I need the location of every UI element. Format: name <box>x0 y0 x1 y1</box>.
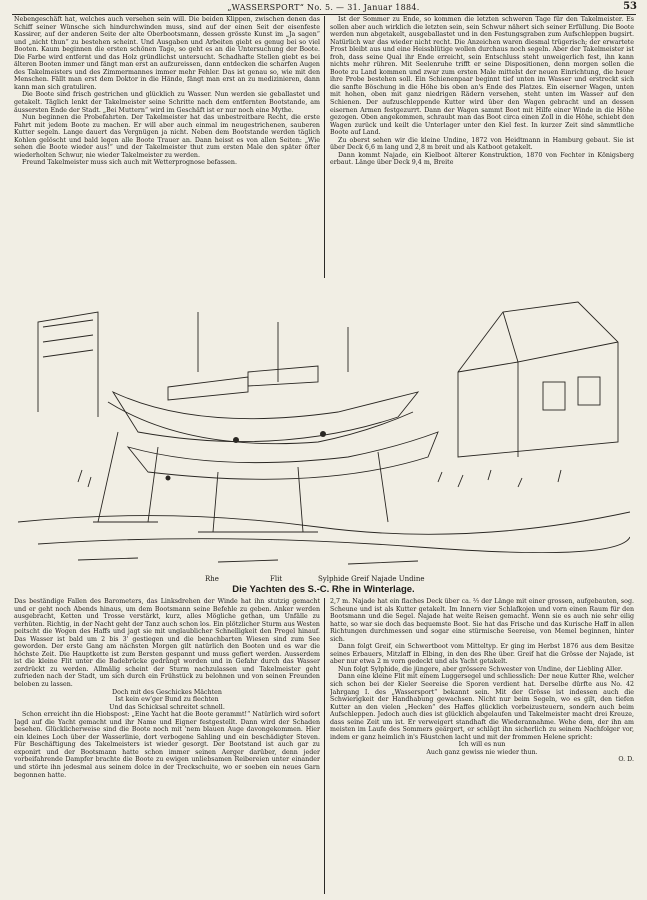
running-head: „WASSERSPORT“ No. 5. — 31. Januar 1884. <box>227 3 420 12</box>
paragraph: Schon erreicht ihn die Hiobspost: „Eine Yacht hat die Boote gerammt!“ Natürlich wird sofort Jagd auf die Yacht gemacht und ihr Name und Eigner festgestellt. Dann wird der Schaden besehen. Glücklicherweise sind die Boote noch mit 'nem blauen Auge davongekommen. Hier ein kleines Loch über der Wasserlinie, dort verbogene Sahling und ein beschädigter Steven. Für Beschäftigung des Takelmeisters ist wieder gesorgt. Der Bootstand ist auch gar zu exponirt und der Bootsmann hatte schon immer seinen Aerger darüber, denn jeder vorbeifahrende Dampfer brachte die Boote zu ewigen unliebsamen Reibereien unter einander und störte ihn jedesmal aus seinem dolce in der Treckschuite, wo er soeben ein neues Garn begonnen hatte. <box>14 711 320 779</box>
paragraph: Nun beginnen die Probefahrten. Der Takelmeister hat das unbestreitbare Recht, die erste Fahrt mit jedem Boote zu machen. Er will aber auch einmal im neugestrichenen, sauberen Kutter segeln. Lange dauert das Vergnügen ja nicht. Neben dem Bootstande werden täglich Kohlen gelöscht und bald legen alle Boote Trauer an. Dann heisst es von allen Seiten: „Wie sehen die Boote wieder aus!“ und der Takelmeister thut zum ersten Male den später öfter wiederholten Schwur, nie wieder Takelmeister zu werden. <box>14 114 320 159</box>
closing-line: Auch ganz gewiss nie wieder thun. <box>426 748 538 756</box>
paragraph: Freund Takelmeister muss sich auch mit Wetterprognose befassen. <box>22 159 237 167</box>
column-1-top <box>14 16 320 278</box>
column-2-top <box>330 16 634 278</box>
yachts-illustration <box>18 282 630 574</box>
verse-line: Ist kein ew'ger Bund zu flechten <box>115 696 219 704</box>
header-rule <box>12 14 636 15</box>
paragraph: Dann eine kleine Flit mit einem Luggersegel und schliesslich: Der neue Kutter Rhe, welcher sich schon bei der Kieler Seereise die Sporen verdient hat. Derselbe dürfte aus No. 42 Jahrgang I. des „Wassersport“ bekannt sein. Mit der Grösse ist indessen auch die Schwierigkeit der Handhabung gewachsen. Nicht nur beim Segeln, wo es gilt, den tiefen Kutter an den vielen „Hecken“ des Haffes glücklich vorbeizusteuern, sondern auch beim Aufschleppen. Jedoch auch dies ist glücklich abgelaufen und Takelmeister macht drei Kreuze, dass seine Zeit um ist. Er verweigert standhaft die Wiederannahme. Wehe dem, der ihn am meisten im Laufe des Sommers geärgert, er schlägt ihn sicherlich zu seinem Nachfolger vor, indem er ganz heimlich in's Fäustchen lacht und mit der frommen Helene spricht: <box>330 673 634 741</box>
paragraph: Dann folgt Greif, ein Schwertboot vom Mitteltyp. Er ging im Herbst 1876 aus dem Besitze seines Erbauers, Mitzlaff in Elbing, in den des Rhe über. Greif hat die Grösse der Najade, ist aber nur etwa 2 m vorn gedeckt und als Yacht getakelt. <box>330 643 634 666</box>
paragraph: Die Boote sind frisch gestrichen und glücklich zu Wasser. Nun werden sie geballastet und getakelt. Täglich lenkt der Takelmeister seine Schritte nach dem entfernten Bootstande, am äussersten Ende der Stadt. „Bei Muttern“ wird im Geschäft ist er nur noch eine Mythe. <box>14 91 320 114</box>
figure-title: Die Yachten des S.-C. Rhe in Winterlage. <box>232 584 415 595</box>
paragraph: Das beständige Fallen des Barometers, das Linksdrehen der Winde hat ihn stutzig gemacht und er geht noch Abends hinaus, um dem Bootsmann seine Befehle zu geben. Anker werden ausgebracht, Ketten und Trosse verstärkt, kurz, alles Mögliche gethan, um Unfälle zu verhüten. Richtig, in der Nacht geht der Tanz auch schon los. Ein plötzlicher Sturm aus Westen peitscht die Wogen des Haffs und jagt sie mit unglaublicher Schnelligkeit den Pregel hinauf. Das Wasser ist bald um 2 bis 3' gestiegen und die benachbarten Wiesen sind zum See geworden. Der erste Gang am nächsten Morgen gilt natürlich den Booten und es war die höchste Zeit. Die Hauptkette ist zum Bersten gespannt und muss gefiert werden. Ausserdem ist die kleine Flit unter die Badebrücke gedrängt worden und in Gefahr durch das Wasser zerdrückt zu werden. Allmälig scheint der Sturm nachzulassen und Takelmeister geht zufrieden nach der Stadt, um sich durch ein Frühstück zu belohnen und von seinen Freunden beloben zu lassen. <box>14 598 320 689</box>
paragraph: Ist der Sommer zu Ende, so kommen die letzten schweren Tage für den Takelmeister. Es sollen aber auch wirklich die letzten sein, sein Schwur nähert sich seiner Erfüllung. Die Boote werden nun abgetakelt, ausgeballastet und in den Festungsgraben zum Aufschleppen bugsirt. Natürlich war das wieder nicht recht. Die Anzeichen waren diesmal trügerisch; der erwartete Frost bleibt aus und eine Heissblütige wollen durchaus noch segeln. Aber der Takelmeister ist froh, dass seine Qual ihr Ende erreicht, sein Entschluss steht unweigerlich fest, ihn kann nichts mehr rühren. Mit Seelenruhe trifft er seine Dispositionen, denn morgen sollen die Boote zu Land kommen und zwar zum ersten Male mittelst der neuen Einrichtung, die heuer ihre Probe bestehen soll. Ein Schienenpaar beginnt tief unten im Wasser und erstreckt sich die sanfte Böschung in die Höhe bis oben an's Ende des Platzes. Ein eiserner Wagen, unten mit hohen, oben mit ganz niedrigen Rädern versehen, steht unten im Wasser auf den Schienen. Der aufzuschleppende Kutter wird über den Wagen gebracht und an dessen eisernen Armen festgezurrt. Dann der Wagen sammt Boot mit Hilfe einer Winde in die Höhe gezogen. Oben angekommen, schraubt man das Boot circa einen Zoll in die Höhe, schiebt den Wagen zurück und keilt die Unterlager unter den Kiel fest. In kurzer Zeit sind sämmtliche Boote auf Land. <box>330 16 634 137</box>
paragraph: 2,7 m. Najade hat ein flaches Deck über ca. ⅔ der Länge mit einer grossen, aufgebauten, sog. Scheune und ist als Kutter getakelt. Im Innern vier Schlafkojen und vorn einen Raum für den Bootsmann und die Segel. Najade hat weite Reisen gemacht. Wenn sie es auch nie sehr eilig hatte, so war sie doch das bequemste Boot. Sie hat das Frische und das Kurische Haff in allen Richtungen durchmessen und sogar eine stürmische Seereise, von Memel beginnen, hinter sich. <box>330 598 634 643</box>
closing-line: Ich will es nun <box>458 741 506 749</box>
paragraph: Nun folgt Sylphide, die jüngere, aber grössere Schwester von Undine, der Liebling Aller. <box>338 665 623 673</box>
column-1-bottom <box>14 598 320 894</box>
column-divider-bottom <box>324 598 325 894</box>
paragraph: Dann kommt Najade, ein Kielboot älterer Konstruktion, 1870 von Fechter in Königsberg erbaut. Länge über Deck 9,4 m, Breite <box>330 151 634 167</box>
column-divider-top <box>324 16 325 278</box>
caption-yacht-names: Sylphide Greif Najade Undine <box>318 575 425 583</box>
caption-flit: Flit <box>270 575 283 583</box>
page-number: 53 <box>623 1 637 12</box>
signature: O. D. <box>618 756 634 764</box>
verse-line: Doch mit des Geschickes Mächten <box>112 688 222 696</box>
paragraph: Zu oberst sehen wir die kleine Undine, 1872 von Heidtmann in Hamburg gebaut. Sie ist über Deck 6,6 m lang und 2,8 m breit und als Katboot getakelt. <box>330 136 634 152</box>
verse-line: Und das Schicksal schreitet schnell. <box>109 703 225 711</box>
column-2-bottom <box>330 598 634 894</box>
caption-rhe: Rhe <box>205 575 219 583</box>
page-header <box>0 0 647 14</box>
paragraph: Nebengeschäft hat, welches auch versehen sein will. Die beiden Klippen, zwischen denen das Schiff seiner Wünsche sich hindurchwinden muss, sind auf der einen Seit der eisenfeste Kassirer, auf der anderen Seite der alte Oberbootsmann, dessen grösste Kunst im „Ja sagen“ und „nicht thun“ zu bestehen scheint. Und Ausgaben und Arbeiten giebt es genug bei so viel Booten. Kaum beginnen die ersten schönen Tage, so geht es an die Untersuchung der Boote. Die Farbe wird entfernt und das Holz gründlichst untersucht. Schadhafte Stellen giebt es bei älteren Booten immer und fängt man erst an aufzureissen, dann entdecken die scharfen Augen des Takelmeisters und des Zimmermannes immer mehr Fehler. Das ist genau so, wie mit den Menschen. Fällt man erst dem Doktor in die Hände, fängt man erst an zu medizinieren, dann kann man sich gratuliren. <box>14 16 320 91</box>
